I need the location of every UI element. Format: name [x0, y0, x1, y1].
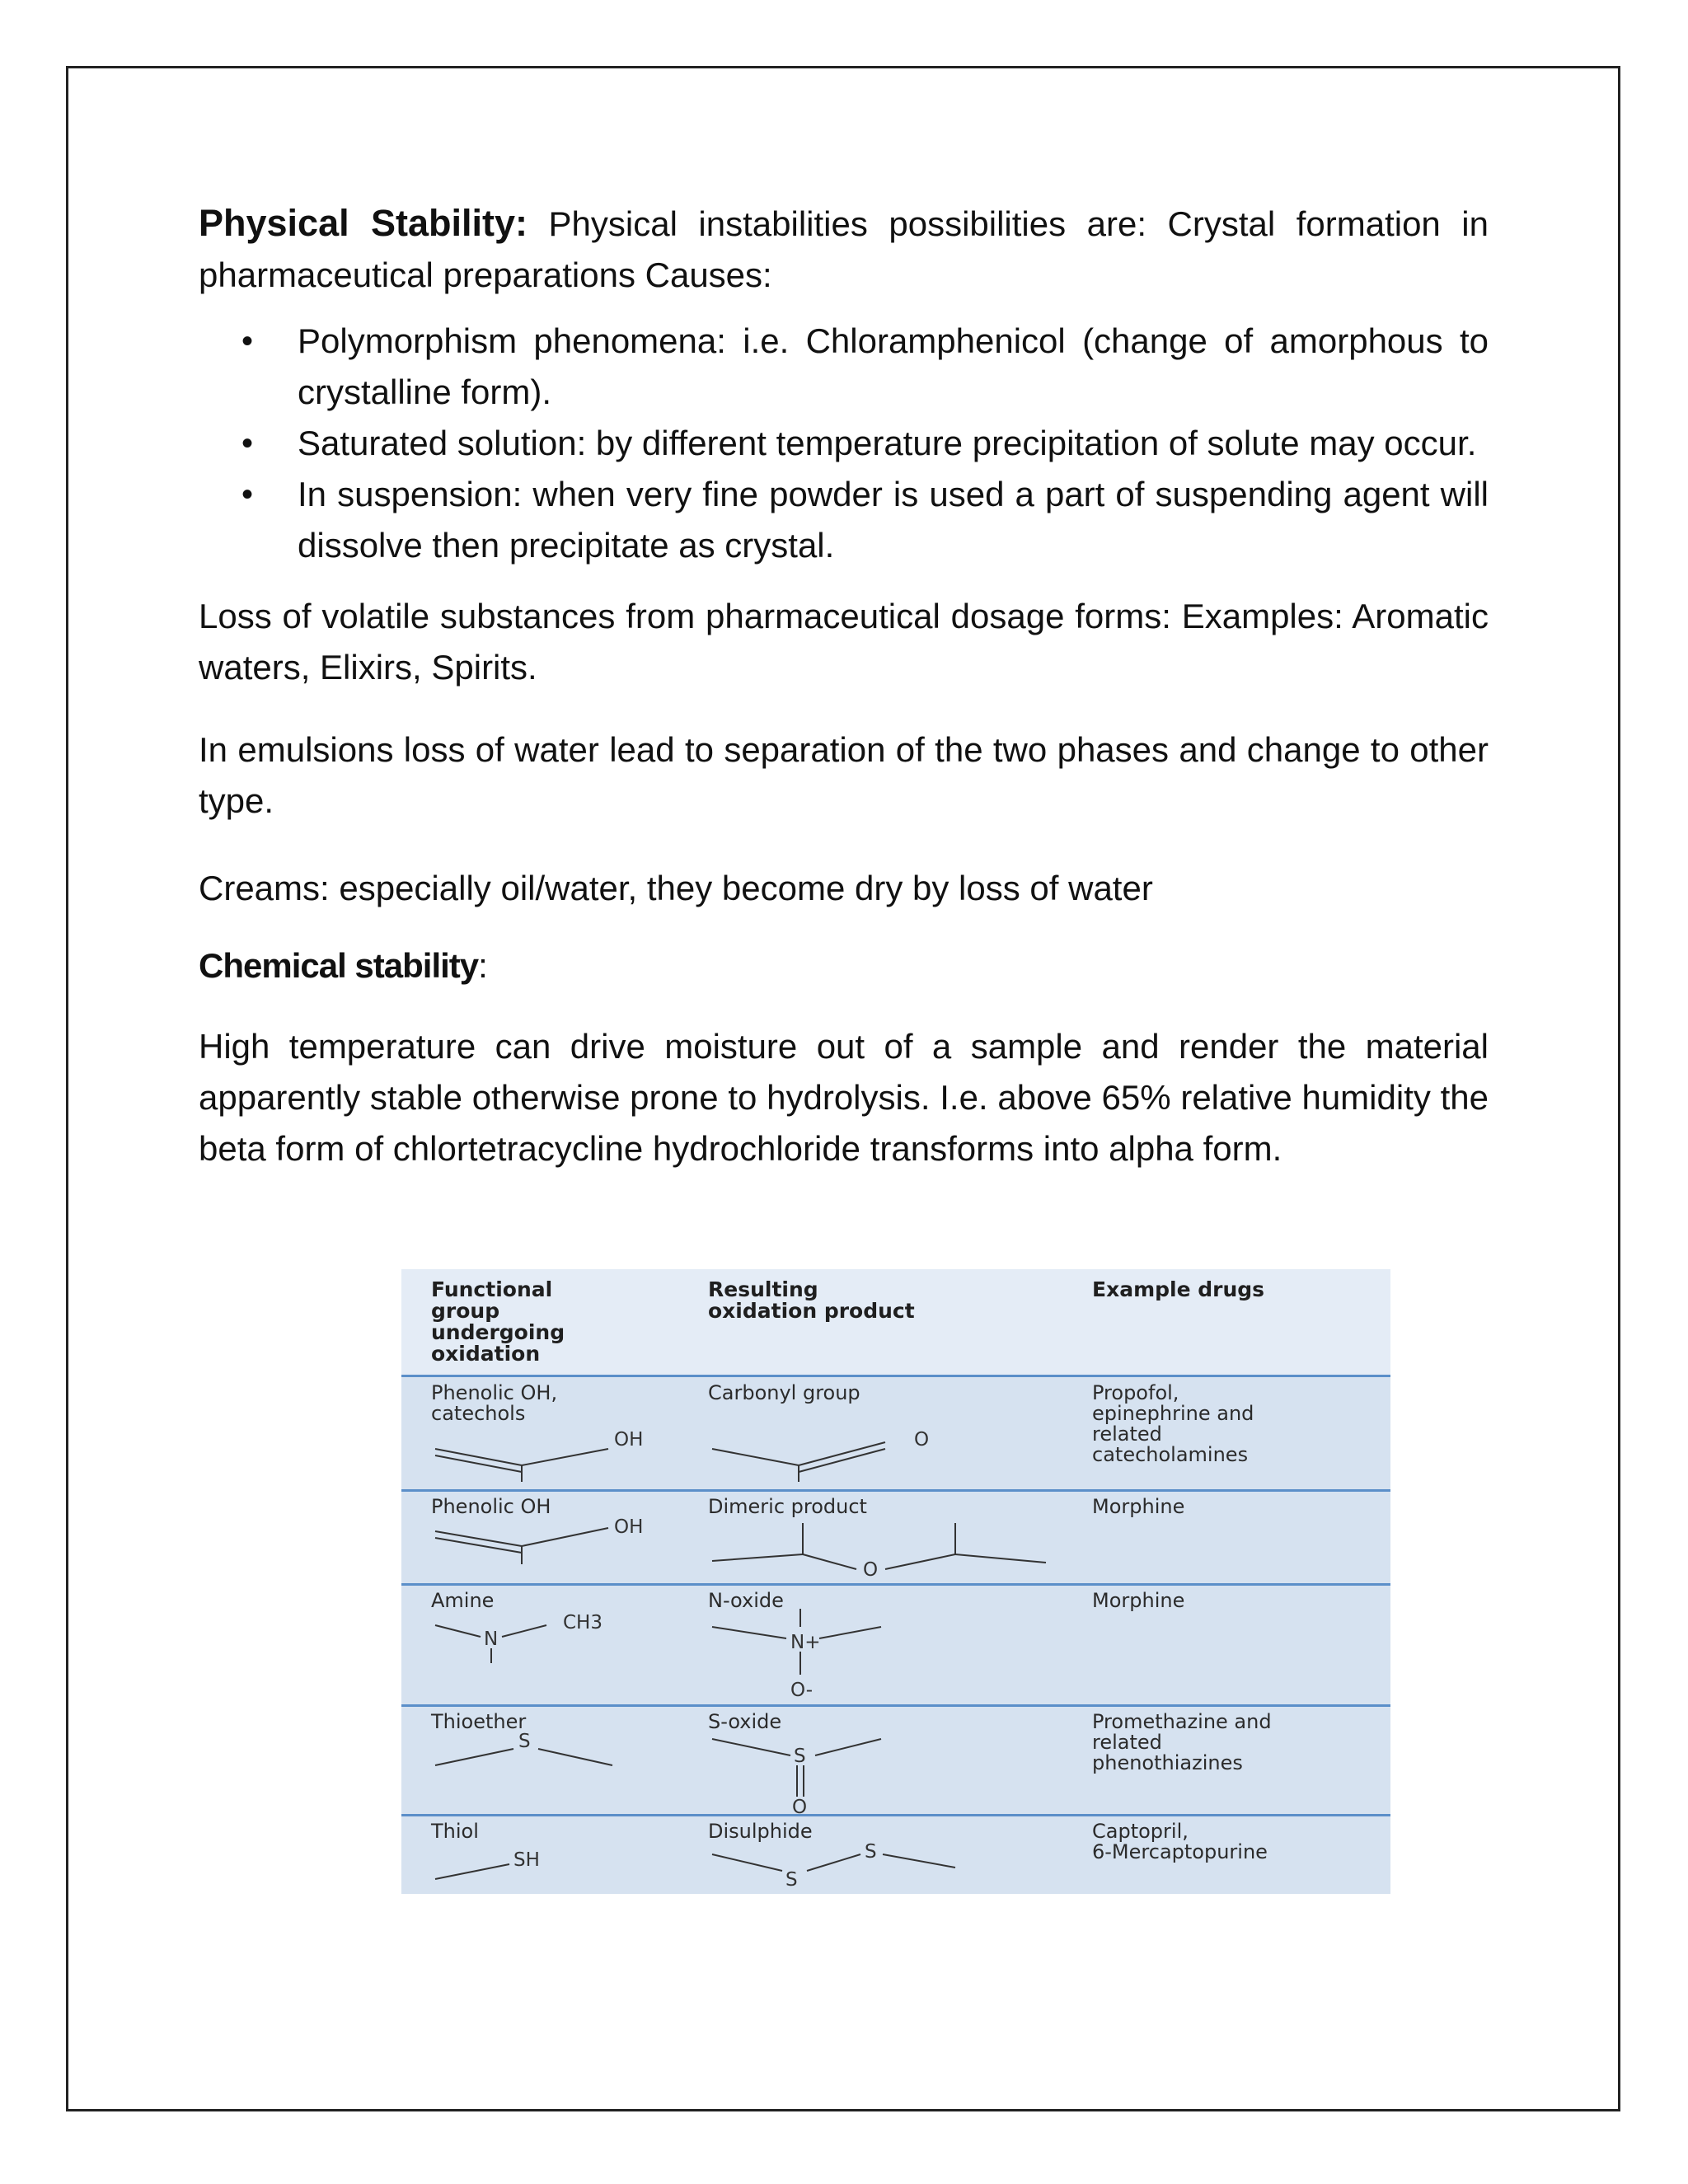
bond-line	[712, 1449, 799, 1465]
s-label: S	[865, 1843, 877, 1863]
physical-stability-intro: Physical instabilities possibilities are: Crystal formation in pharmaceutical preparations Causes:	[199, 204, 1489, 294]
header-line: Resulting	[708, 1277, 818, 1301]
bond-line	[712, 1854, 782, 1871]
drug-line: epinephrine and	[1092, 1402, 1254, 1425]
sh-label: SH	[513, 1849, 540, 1871]
n-oxide-structure	[708, 1609, 955, 1704]
emulsions-paragraph: In emulsions loss of water lead to separation of the two phases and change to other type.	[199, 730, 1489, 820]
o-label: O	[914, 1429, 930, 1451]
drug-line: Captopril,	[1092, 1820, 1189, 1843]
bond-line	[522, 1449, 608, 1465]
chemical-stability-heading: Chemical stability	[199, 946, 479, 985]
drug-line: catecholamines	[1092, 1443, 1249, 1466]
header-line: group	[431, 1299, 500, 1323]
bond-line	[799, 1449, 885, 1472]
row5-drugs	[1092, 1821, 1268, 1863]
disulphide-structure	[708, 1843, 1005, 1892]
bullet-icon: •	[241, 323, 254, 359]
cause-text: Polymorphism phenomena: i.e. Chloramphenicol (change of amorphous to crystalline form).	[298, 321, 1489, 411]
chemical-stability-heading-line	[199, 940, 1489, 991]
header-line: oxidation	[431, 1342, 541, 1366]
bond-line	[955, 1554, 1046, 1563]
row5-group: Thiol	[431, 1820, 479, 1843]
row-divider	[401, 1375, 1390, 1377]
row2-product: Dimeric product	[708, 1495, 867, 1518]
bond-line	[538, 1749, 612, 1765]
header-line: undergoing	[431, 1320, 565, 1344]
row4-drugs	[1092, 1712, 1272, 1774]
bond-line	[435, 1749, 513, 1765]
ch3-label: CH3	[563, 1612, 603, 1633]
o-label: O	[863, 1559, 879, 1581]
drug-line: phenothiazines	[1092, 1751, 1243, 1774]
row-divider	[401, 1489, 1390, 1492]
dimeric-structure	[708, 1516, 1054, 1582]
row1-drugs	[1092, 1383, 1254, 1465]
oh-label: OH	[614, 1429, 644, 1451]
list-item	[199, 418, 1489, 469]
bond-line	[803, 1554, 856, 1569]
thiol-structure	[431, 1846, 678, 1887]
row2-group: Phenolic OH	[431, 1495, 551, 1518]
bond-line	[435, 1625, 481, 1637]
header-functional-group	[431, 1279, 565, 1365]
n-plus-label: N+	[790, 1632, 821, 1653]
header-line: oxidation product	[708, 1299, 915, 1323]
drug-line: 6-Mercaptopurine	[1092, 1840, 1268, 1863]
row3-product: N-oxide	[708, 1589, 784, 1612]
oxidation-table-header	[401, 1269, 1390, 1376]
bond-line	[435, 1864, 509, 1879]
chemical-stability-paragraph: High temperature can drive moisture out of a sample and render the material apparently stable otherwise prone to hydrolysis. I.e. above 65% relative humidity the beta form of chlortetracycline hydrochloride transforms into alpha form.	[199, 1027, 1489, 1168]
drug-line: related	[1092, 1422, 1162, 1446]
bond-line	[819, 1627, 881, 1638]
creams-paragraph: Creams: especially oil/water, they become dry by loss of water	[199, 869, 1153, 907]
s-label: S	[518, 1731, 531, 1752]
row-divider	[401, 1704, 1390, 1707]
header-oxidation-product	[708, 1279, 915, 1322]
causes-list	[199, 316, 1489, 571]
row5-product: Disulphide	[708, 1820, 813, 1843]
header-line: Example drugs	[1092, 1277, 1265, 1301]
n-label: N	[484, 1629, 499, 1650]
s-oxide-structure	[708, 1731, 955, 1821]
bond-line	[435, 1531, 522, 1546]
physical-stability-paragraph	[199, 198, 1489, 301]
bond-line	[712, 1739, 790, 1755]
volatile-paragraph: Loss of volatile substances from pharmaceutical dosage forms: Examples: Aromatic waters, Elixirs, Spirits.	[199, 597, 1489, 687]
s-label: S	[785, 1869, 798, 1891]
group-line: catechols	[431, 1402, 526, 1425]
bond-line	[522, 1528, 608, 1546]
o-minus-label: O-	[790, 1680, 814, 1701]
group-line: Phenolic OH,	[431, 1381, 558, 1404]
row1-product: Carbonyl group	[708, 1381, 860, 1404]
drug-line: related	[1092, 1731, 1162, 1754]
row2-drugs: Morphine	[1092, 1495, 1185, 1518]
oh-label: OH	[614, 1516, 644, 1538]
drug-line: Promethazine and	[1092, 1710, 1272, 1733]
bullet-icon: •	[241, 476, 254, 513]
bond-line	[435, 1538, 522, 1553]
drug-line: Propofol,	[1092, 1381, 1179, 1404]
bond-line	[502, 1625, 546, 1637]
thioether-structure	[431, 1731, 678, 1780]
row3-drugs: Morphine	[1092, 1589, 1185, 1612]
physical-stability-heading: Physical Stability:	[199, 202, 528, 244]
bond-line	[799, 1442, 885, 1465]
o-label: O	[792, 1797, 808, 1818]
oxidation-table-figure	[401, 1269, 1390, 1894]
amine-structure	[431, 1609, 678, 1675]
list-item	[199, 469, 1489, 571]
header-example-drugs	[1092, 1279, 1264, 1301]
bond-line	[883, 1854, 955, 1868]
row4-group: Thioether	[431, 1710, 527, 1733]
phenol-structure	[431, 1516, 678, 1578]
bond-line	[815, 1739, 881, 1755]
phenol-structure	[431, 1418, 678, 1483]
row4-product: S-oxide	[708, 1710, 782, 1733]
bond-line	[807, 1854, 860, 1871]
bond-line	[712, 1554, 803, 1561]
s-label: S	[794, 1746, 806, 1767]
cause-text: Saturated solution: by different temperature precipitation of solute may occur.	[298, 424, 1477, 462]
document-body	[199, 198, 1489, 1174]
list-item	[199, 316, 1489, 418]
carbonyl-structure	[708, 1418, 972, 1483]
bond-line	[885, 1554, 955, 1569]
cause-text: In suspension: when very fine powder is used a part of suspending agent will dissolve then precipitate as crystal.	[298, 475, 1489, 565]
bullet-icon: •	[241, 425, 254, 462]
bond-line	[712, 1627, 786, 1638]
chemical-heading-colon: :	[478, 946, 488, 985]
row-divider	[401, 1583, 1390, 1586]
header-line: Functional	[431, 1277, 553, 1301]
row3-group: Amine	[431, 1589, 495, 1612]
